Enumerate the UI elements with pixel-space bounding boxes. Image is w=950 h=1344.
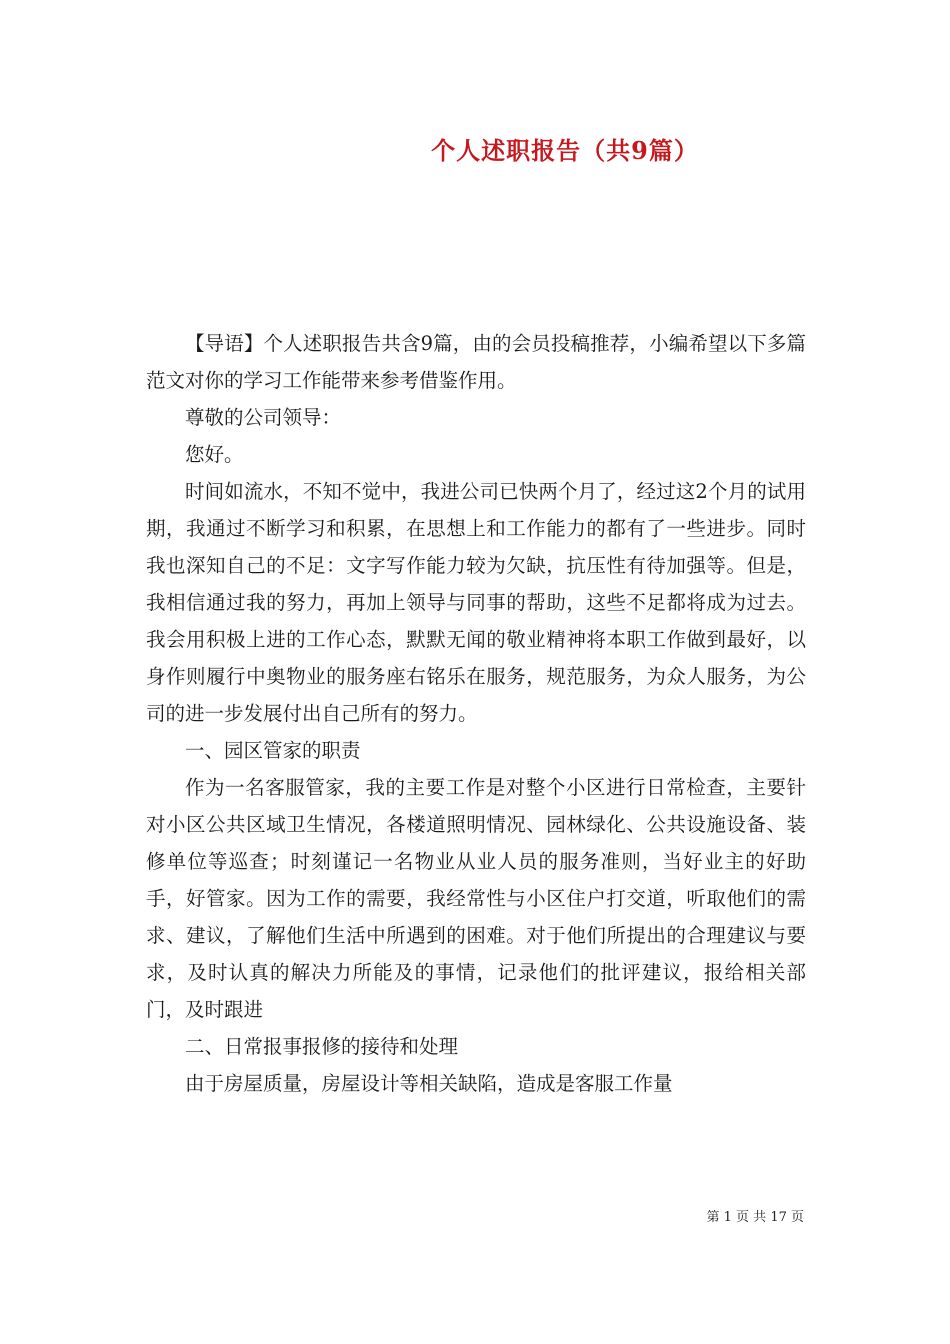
paragraph-section-2: 由于房屋质量，房屋设计等相关缺陷，造成是客服工作量 (185, 1072, 673, 1095)
document-body (146, 325, 806, 1102)
paragraph-greeting: 您好。 (185, 443, 244, 466)
section-heading-1: 一、园区管家的职责 (185, 739, 361, 762)
document-title: 个人述职报告（共9篇） (431, 136, 699, 165)
section-heading-2: 二、日常报事报修的接待和处理 (185, 1035, 459, 1058)
paragraph-main: 时间如流水，不知不觉中，我进公司已快两个月了，经过这2个月的试用期，我通过不断学习和积累，在思想上和工作能力的都有了一些进步。同时我也深知自己的不足：文字写作能力较为欠缺，抗压性有待加强等。但是，我相信通过我的努力，再加上领导与同事的帮助，这些不足都将成为过去。我会用积极上进的工作心态，默默无闻的敬业精神将本职工作做到最好，以身作则履行中奥物业的服务座右铭乐在服务，规范服务，为众人服务，为公司的进一步发展付出自己所有的努力。 (146, 480, 806, 725)
paragraph-intro: 【导语】个人述职报告共含9篇，由的会员投稿推荐，小编希望以下多篇范文对你的学习工作能带来参考借鉴作用。 (146, 332, 806, 392)
paragraph-salutation: 尊敬的公司领导： (185, 406, 342, 429)
paragraph-section-1: 作为一名客服管家，我的主要工作是对整个小区进行日常检查，主要针对小区公共区域卫生情况，各楼道照明情况、园林绿化、公共设施设备、装修单位等巡查；时刻谨记一名物业从业人员的服务准则，当好业主的好助手，好管家。因为工作的需要，我经常性与小区住户打交道，听取他们的需求、建议，了解他们生活中所遇到的困难。对于他们所提出的合理建议与要求，及时认真的解决力所能及的事情，记录他们的批评建议，报给相关部门，及时跟进 (146, 776, 806, 1021)
page-number: 第 1 页 共 17 页 (706, 1210, 804, 1225)
